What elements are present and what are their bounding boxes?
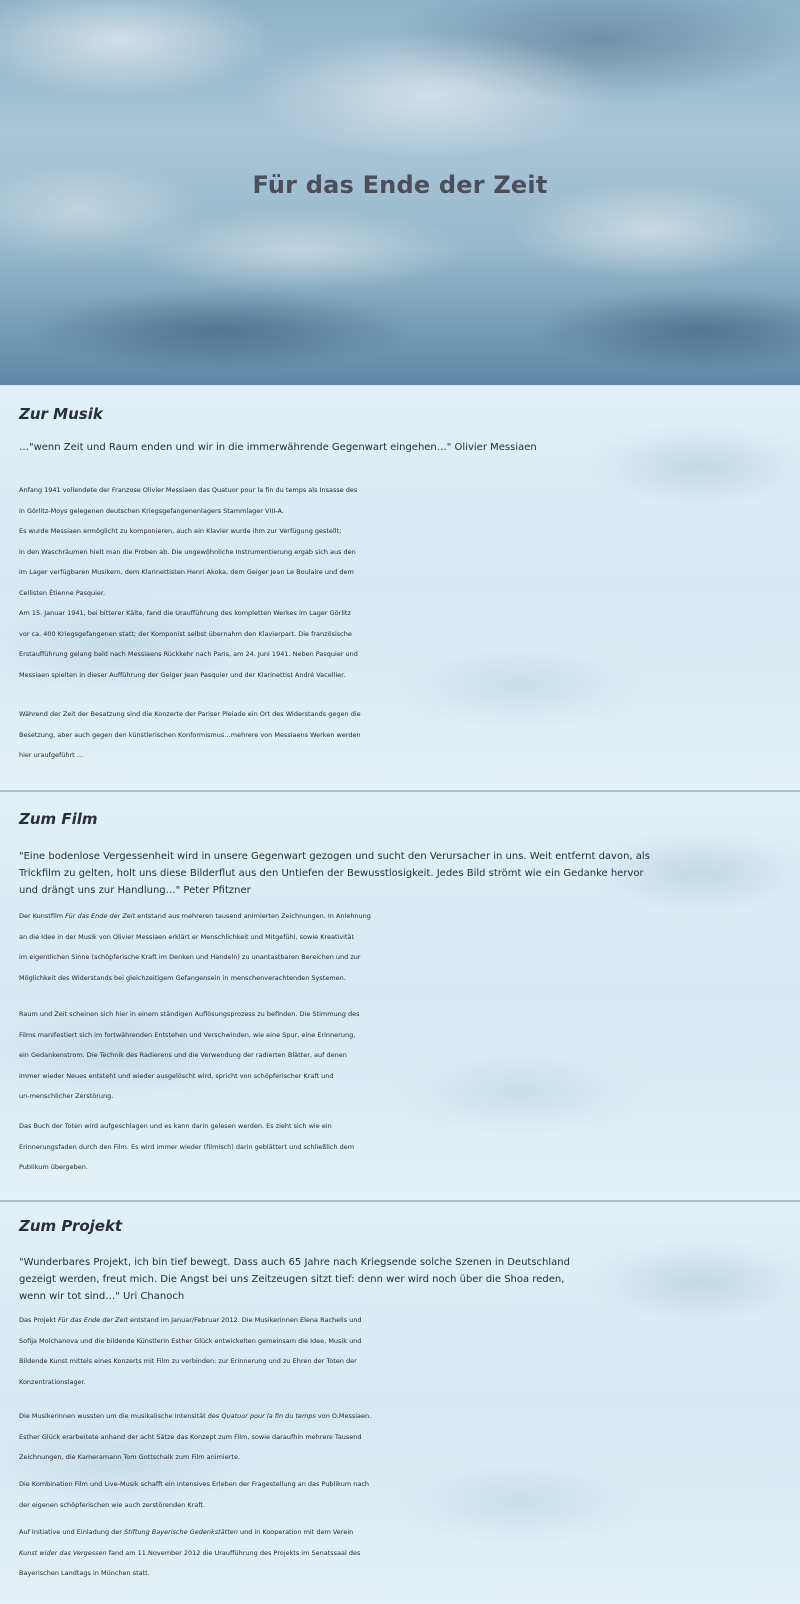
section-heading-musik: Zur Musik (19, 405, 103, 423)
projekt-paragraph-2: Die Musikerinnen wussten um die musikalische Intensität des Quatuor pour la fin du temps von O.Messiaen. Esther Glück erarbeitete anhand der acht Sätze das Konzept zum Film, sowie daraufhin mehrere Tausend Zeichnungen, die Kameramann Tom Gottschalk zum Film animierte. (19, 1412, 372, 1461)
quote-messiaen: …"wenn Zeit und Raum enden und wir in die immerwährende Gegenwart eingehen…" Olivier Messiaen (19, 442, 537, 453)
projekt-paragraph-4: Auf Initiative und Einladung der Stiftung Bayerische Gedenkstätten und in Kooperation mit dem Verein Kunst wider das Vergessen fand am 11.November 2012 die Uraufführung des Projekts im Senatssaal des Bayerischen Landtags in München statt. (19, 1528, 361, 1577)
section-musik (0, 386, 800, 790)
projekt-paragraph-3: Die Kombination Film und Live-Musik schafft ein intensives Erleben der Fragestellung an das Publikum nach der eigenen schöpferischen wie auch zerstörenden Kraft. (19, 1480, 370, 1509)
film-paragraph-3: Das Buch der Toten wird aufgeschlagen und es kann darin gelesen werden. Es zieht sich wie ein Erinnerungsfaden durch den Film. Es wird immer wieder (filmisch) darin geblättert und schließlich dem Publikum übergeben. (19, 1122, 355, 1171)
film-paragraph-1: Der Kunstfilm Für das Ende der Zeit entstand aus mehreren tausend animierten Zeichnungen. In Anlehnung an die Idee in der Musik von Olivier Messiaen erklärt er Menschlichkeit und Mitgefühl, sowie Kreativität im eigentlichen Sinne (schöpferische Kraft im Denken und Handeln) zu unantastbaren Bereichen und zur Möglichkeit des Widerstands bei gleichzeitigem Gefangensein in menschenverachtenden Systemen. (19, 912, 371, 982)
quote-pfitzner: "Eine bodenlose Vergessenheit wird in unsere Gegenwart gezogen und sucht den Verursacher in uns. Weit entfernt davon, als Trickfilm zu gelten, holt uns diese Bilderflut aus den Untiefen der Bewusstlosigkeit. Jedes Bild strömt wie ein Gedanke hervor und drängt uns zur Handlung…" Peter Pfitzner (19, 851, 650, 896)
musik-paragraph-1: Anfang 1941 vollendete der Franzose Olivier Messiaen das Quatuor pour la fin du temps als Insasse des in Görlitz-Moys gelegenen deutschen Kriegsgefangenenlagers Stammlager VIII-A. Es wurde Messiaen ermöglicht zu komponieren, auch ein Klavier wurde ihm zur Verfügung gestellt; in den Waschräumen hielt man die Proben ab. Die ungewöhnliche Instrumentierung ergab sich aus den im Lager verfügbaren Musikern, dem Klarinettisten Henri Akoka, dem Geiger Jean Le Boulaire und dem Cellisten Ètienne Pasquier. Am 15. Januar 1941, bei bitterer Kälte, fand die Uraufführung des kompletten Werkes im Lager Görlitz vor ca. 400 Kriegsgefangenen statt; der Komponist selbst übernahm den Klavierpart. Die französische Erstaufführung gelang bald nach Messiaens Rückkehr nach Paris, am 24. Juni 1941. Neben Pasquier und Messiaen spielten in dieser Aufführung der Geiger Jean Pasquier und der Klarinettist André Vacellier. (19, 486, 358, 679)
section-heading-projekt: Zum Projekt (19, 1217, 123, 1235)
page-title: Für das Ende der Zeit (252, 171, 548, 199)
quote-chanoch: "Wunderbares Projekt, ich bin tief bewegt. Dass auch 65 Jahre nach Kriegsende solche Szenen in Deutschland gezeigt werden, freut mich. Die Angst bei uns Zeitzeugen sitzt tief: denn wer wird noch über die Shoa reden, wenn wir tot sind…" Uri Chanoch (19, 1257, 570, 1302)
musik-paragraph-2: Während der Zeit der Besatzung sind die Konzerte der Pariser Pleiade ein Ort des Widerstands gegen die Besetzung, aber auch gegen den künstlerischen Konformismus…mehrere von Messiaens Werken werden hier uraufgeführt … (19, 710, 361, 759)
section-film (0, 792, 800, 1200)
section-projekt (0, 1202, 800, 1604)
section-heading-film: Zum Film (19, 810, 98, 828)
film-paragraph-2: Raum und Zeit scheinen sich hier in einem ständigen Auflösungsprozess zu befinden. Die Stimmung des Films manifestiert sich im fortwährenden Entstehen und Verschwinden, wie eine Spur, eine Erinnerung, ein Gedankenstrom. Die Technik des Radierens und die Verwendung der radierten Blätter, auf denen immer wieder Neues entsteht und wieder ausgelöscht wird, spricht von schöpferischer Kraft und un-menschlicher Zerstörung. (19, 1010, 360, 1100)
cloud-header-image (0, 0, 800, 385)
projekt-paragraph-1: Das Projekt Für das Ende der Zeit entstand im Januar/Februar 2012. Die Musikerinnen Elena Rachelis und Sofija Molchanova und die bildende Künstlerin Esther Glück entwickelten gemeinsam die Idee, Musik und Bildende Kunst mittels eines Konzerts mit Film zu verbinden: zur Erinnerung und zu Ehren der Toten der Konzentrationslager. (19, 1316, 362, 1386)
